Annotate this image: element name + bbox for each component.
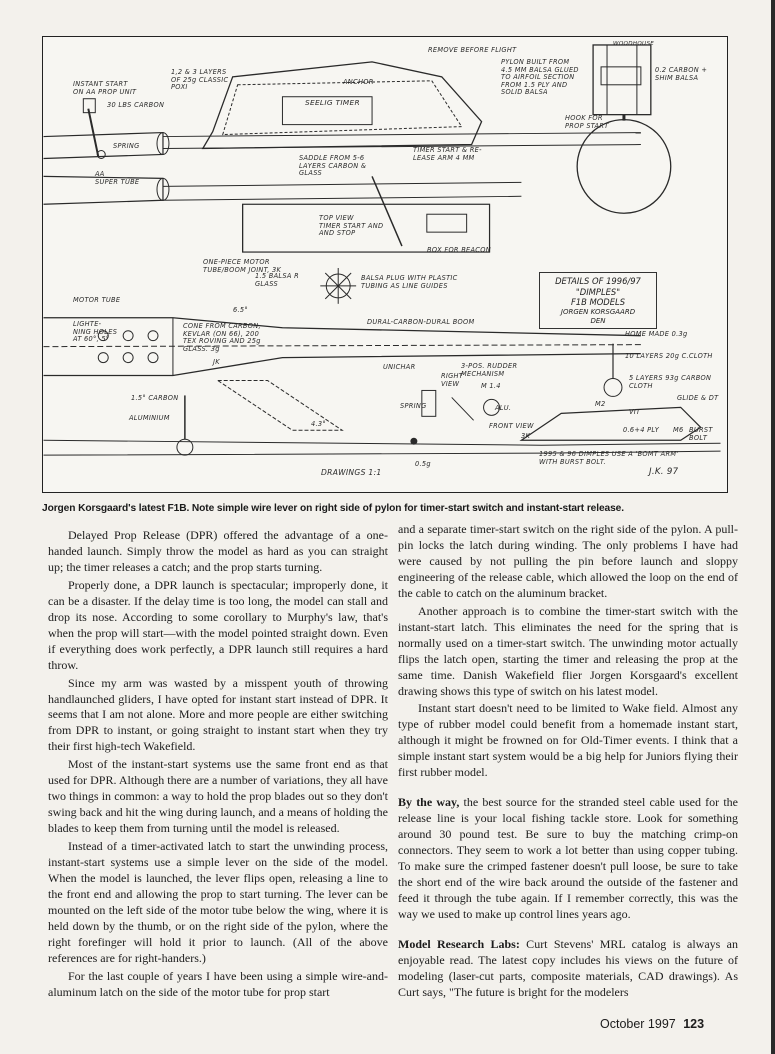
label-ply: 0.6+4 PLY bbox=[623, 426, 660, 434]
details-line-2: "DIMPLES" bbox=[575, 286, 621, 297]
left-column bbox=[48, 528, 388, 1003]
paragraph-body: Curt Stevens' MRL catalog is always an enjoyable read. The latest copy includes his views on the future of modeling (laser-cut parts, composite materials, CAD drawings). As Curt says, "The future is bright for the modelers bbox=[398, 936, 739, 999]
paragraph: Since my arm was wasted by a misspent youth of throwing handlaunched gliders, I have opted for instant start instead of DPR. It seems that I am not alone. More and more people are either switching from DPR to instant, or going straight to instant start when they try their first high-tech Wakefield. bbox=[48, 675, 388, 754]
run-in-heading: Model Research Labs: bbox=[398, 936, 520, 951]
technical-drawing bbox=[42, 36, 728, 493]
label-dimples-note: 1995 & 96 DIMPLES USE A 'BOMT ARM' WITH BURST BOLT. bbox=[539, 450, 679, 466]
label-pylon-built: PYLON BUILT FROM 4.5 MM BALSA GLUED TO AIRFOIL SECTION FROM 1.5 PLY AND SOLID BALSA bbox=[501, 58, 579, 97]
label-three-pos-rudder: 3-POS. RUDDER MECHANISM bbox=[461, 362, 518, 378]
label-jk-b: 3K bbox=[521, 432, 531, 440]
label-timer-start-arm: TIMER START & RE- LEASE ARM 4 MM bbox=[413, 146, 482, 162]
right-column bbox=[398, 522, 738, 1003]
label-burst-bolt: BURST BOLT bbox=[689, 426, 713, 442]
paragraph-by-the-way bbox=[398, 795, 738, 923]
paragraph: Properly done, a DPR launch is spectacular; improperly done, it can be a disaster. If the delay time is too long, the model can stall and drop its nose. According to some corollary to Murphy's law, that's when the prop will start—with the model pointed straight down. Even if everything does work perfectly, a DPR launch still requires a hard throw. bbox=[48, 577, 388, 672]
label-unichar: UNICHAR bbox=[383, 363, 416, 371]
details-line-4: JORGEN KORSGAARD bbox=[560, 307, 636, 316]
label-home-made: HOME MADE 0.3g bbox=[625, 330, 688, 338]
issue-date: October 1997 bbox=[600, 1017, 676, 1031]
label-instant-start: INSTANT START ON AA PROP UNIT bbox=[73, 80, 137, 96]
page-edge bbox=[771, 0, 775, 1054]
label-aluminium: ALUMINIUM bbox=[129, 414, 170, 422]
label-hook-prop-start: HOOK FOR PROP START bbox=[565, 114, 609, 130]
label-spring-lower: SPRING bbox=[400, 402, 427, 410]
run-in-heading: By the way, bbox=[398, 795, 460, 810]
label-carbon-shim: 0.2 CARBON + SHIM BALSA bbox=[655, 66, 708, 82]
label-dim-43: 4.3° bbox=[311, 420, 326, 428]
label-cone-from-carbon: CONE FROM CARBON, KEVLAR (ON 66), 200 TEX ROVING AND 25g GLASS. 3g bbox=[183, 322, 261, 353]
label-box-for-beacon: BOX FOR BEACON bbox=[427, 246, 491, 254]
label-m6: M6 bbox=[673, 426, 684, 434]
label-alu: ALU. bbox=[495, 404, 512, 412]
paragraph: Instant start doesn't need to be limited to Wake field. Almost any type of rubber model could benefit from a homemade instant start, although it might be frowned on for Old-Timer events. I think that a simple instant start system would be a big help for Juniors flying their first rubber model. bbox=[398, 701, 738, 780]
label-right-view: RIGHT VIEW bbox=[441, 372, 464, 388]
label-dural-boom: DURAL-CARBON-DURAL BOOM bbox=[367, 318, 475, 326]
label-dim-65: 6.5° bbox=[233, 306, 248, 314]
label-one-piece-motor: ONE-PIECE MOTOR TUBE/BOOM JOINT, 3K bbox=[203, 258, 282, 274]
details-line-1: DETAILS OF 1996/97 bbox=[555, 276, 641, 286]
paragraph: Instead of a timer-activated latch to start the unwinding process, instant-start systems use a simple lever on the side of the model. When the model is launched, the lever flips open, releasing a line to the front end and allowing the prop to start turning. The lever can be mounted on the left side of the motor tube below the wing, where it is held down by the thumb, or on the right side of the pylon, where the right forefinger will hold it prior to launch. (All of the above references are for right-handers.) bbox=[48, 839, 388, 965]
label-m14: M 1.4 bbox=[481, 382, 501, 390]
label-balsa-glass: 1.5 BALSA R GLASS bbox=[255, 272, 299, 288]
details-line-3: F1B MODELS bbox=[570, 297, 626, 307]
label-five-layers: 5 LAYERS 93g CARBON CLOTH bbox=[629, 374, 712, 390]
label-top-view: TOP VIEW TIMER START AND AND STOP bbox=[319, 214, 384, 238]
label-aa-super-tube: AA SUPER TUBE bbox=[95, 170, 140, 186]
label-jk-a: JK bbox=[213, 358, 220, 366]
label-balsa-plug: BALSA PLUG WITH PLASTIC TUBING AS LINE GUIDES bbox=[361, 274, 458, 290]
label-m2: M2 bbox=[595, 400, 606, 408]
paragraph-body: the best source for the stranded steel cable used for the release line is your local fishing tackle store. Look for something around 30 pound test. Be sure to buy the matching crimp-on connectors. They seem to work a lot better than using copper tubing. To make sure the crimped fastener doesn't pull loose, be sure to take the short end of the wire back around the outside of the fastener and feed it through the tube again. If I remember correctly, this was the way we used to make up control lines years ago. bbox=[398, 795, 738, 921]
label-vit: VIT bbox=[629, 408, 641, 416]
label-layers-carbon: 1,2 & 3 LAYERS OF 25g CLASSIC POXI bbox=[171, 68, 229, 92]
paragraph: Delayed Prop Release (DPR) offered the advantage of a one-handed launch. Simply throw the model as hard as you can straight up; the timer releases a catch; and the prop starts turning. bbox=[48, 528, 388, 574]
paragraph: For the last couple of years I have been using a simple wire-and-aluminum latch on the side of the motor tube for prop start bbox=[48, 968, 388, 999]
label-seelig-timer: SEELIG TIMER bbox=[305, 98, 360, 107]
label-front-view: FRONT VIEW bbox=[489, 422, 534, 430]
label-motor-tube: MOTOR TUBE bbox=[73, 296, 121, 304]
label-initials: J.K. 97 bbox=[649, 467, 679, 477]
page-footer bbox=[600, 1017, 704, 1031]
label-remove-before-flight: REMOVE BEFORE FLIGHT bbox=[428, 46, 517, 54]
label-anchor: ANCHOR bbox=[343, 78, 374, 86]
label-drawings-scale: DRAWINGS 1:1 bbox=[321, 468, 382, 477]
figure-caption: Jorgen Korsgaard's latest F1B. Note simple wire lever on right side of pylon for timer-start switch and instant-start release. bbox=[42, 503, 624, 514]
paragraph: Most of the instant-start systems use the same front end as that used for DPR. Although there are a number of variations, they all have two things in common: a way to hold the prop blades out so they don't swing back and hit the wing during launch, and a means of holding the blades to keep them from turning until the model is released. bbox=[48, 757, 388, 836]
label-lightening-holes: LIGHTE- NING HOLES AT 60°, 5° bbox=[73, 320, 118, 344]
details-line-5: DEN bbox=[590, 316, 606, 325]
label-lbs-carbon: 30 LBS CARBON bbox=[107, 101, 165, 109]
label-weight-05: 0.5g bbox=[415, 460, 431, 468]
paragraph: Another approach is to combine the timer-start switch with the instant-start latch. This eliminates the need for the spring that is normally used on a timer-start switch. The unwinding motor actually flips the latch open, starting the timer and releasing the prop at the same time. Danish Wakefield flier Jorgen Korsgaard's excellent drawing shows this type of switch on his latest model. bbox=[398, 603, 738, 698]
label-saddle: SADDLE FROM 5-6 LAYERS CARBON & GLASS bbox=[299, 154, 367, 178]
label-glide-dt: GLIDE & DT bbox=[677, 394, 719, 402]
label-spring: SPRING bbox=[113, 142, 140, 150]
label-woodhouse: WOODHOUSE bbox=[613, 41, 655, 47]
paragraph-model-research-labs bbox=[398, 937, 738, 1001]
paragraph: and a separate timer-start switch on the right side of the pylon. A pull-pin locks the latch during winding. The only problems I have had were caused by not pulling the pin before launch and sloppy engineering of the release cable, which allowed the loop on the end of the cable to catch on the aluminum bracket. bbox=[398, 522, 738, 600]
label-carbon-15: 1.5° CARBON bbox=[131, 394, 179, 402]
label-layers-cloth: 10 LAYERS 20g C.CLOTH bbox=[625, 352, 713, 360]
details-title-box bbox=[539, 272, 657, 329]
page-number: 123 bbox=[683, 1017, 705, 1031]
